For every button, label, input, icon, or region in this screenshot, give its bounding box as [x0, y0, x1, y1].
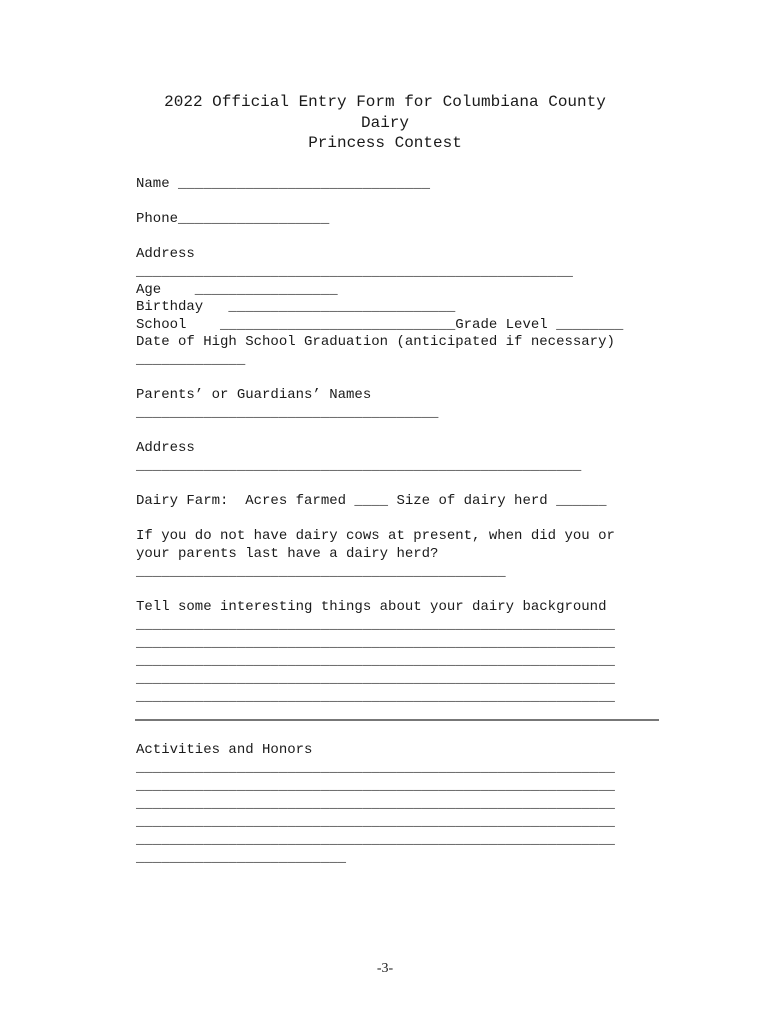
activities-line[interactable]: _________________________________________________________	[136, 814, 615, 830]
parents-address-field[interactable]: _____________________________________________________	[136, 458, 582, 474]
background-line[interactable]: _________________________________________________________	[136, 617, 615, 633]
activities-line[interactable]: _________________________________________________________	[136, 778, 615, 794]
birthday-field[interactable]: Birthday ___________________________	[136, 299, 456, 315]
school-grade-field[interactable]: School ____________________________Grade Level ________	[136, 317, 624, 333]
parents-field[interactable]: ____________________________________	[136, 405, 439, 421]
activities-line[interactable]: _________________________	[136, 850, 347, 866]
background-label: Tell some interesting things about your dairy background	[136, 599, 607, 615]
dairy-farm-field[interactable]: Dairy Farm: Acres farmed ____ Size of dairy herd ______	[136, 493, 607, 509]
background-line[interactable]: _________________________________________________________	[136, 689, 615, 705]
address-label: Address	[136, 246, 195, 262]
herd-question-line-2: your parents last have a dairy herd?	[136, 546, 439, 562]
form-title-line-3: Princess Contest	[308, 134, 462, 152]
activities-line[interactable]: _________________________________________________________	[136, 796, 615, 812]
page-number: -3-	[376, 961, 394, 976]
age-field[interactable]: Age _________________	[136, 282, 338, 298]
herd-answer-field[interactable]: ____________________________________________	[136, 564, 506, 580]
activities-line[interactable]: _________________________________________________________	[136, 760, 615, 776]
activities-label: Activities and Honors	[136, 742, 313, 758]
background-line[interactable]: _________________________________________________________	[136, 671, 615, 687]
phone-field[interactable]: Phone__________________	[136, 211, 330, 227]
background-line[interactable]: _________________________________________________________	[136, 653, 615, 669]
herd-question-line-1: If you do not have dairy cows at present, when did you or	[136, 528, 615, 544]
parents-address-label: Address	[136, 440, 195, 456]
form-title-line-2: Dairy	[360, 113, 409, 132]
parents-label: Parents’ or Guardians’ Names	[136, 387, 372, 403]
name-field[interactable]: Name ______________________________	[136, 176, 431, 192]
section-divider	[135, 719, 659, 721]
activities-line[interactable]: _________________________________________________________	[136, 832, 615, 848]
form-title	[120, 92, 650, 154]
graduation-label: Date of High School Graduation (anticipated if necessary)	[136, 334, 615, 350]
address-field[interactable]: ____________________________________________________	[136, 264, 573, 280]
graduation-field[interactable]: _____________	[136, 352, 246, 368]
background-line[interactable]: _________________________________________________________	[136, 635, 615, 651]
form-title-line-1: 2022 Official Entry Form for Columbiana County	[164, 93, 606, 111]
